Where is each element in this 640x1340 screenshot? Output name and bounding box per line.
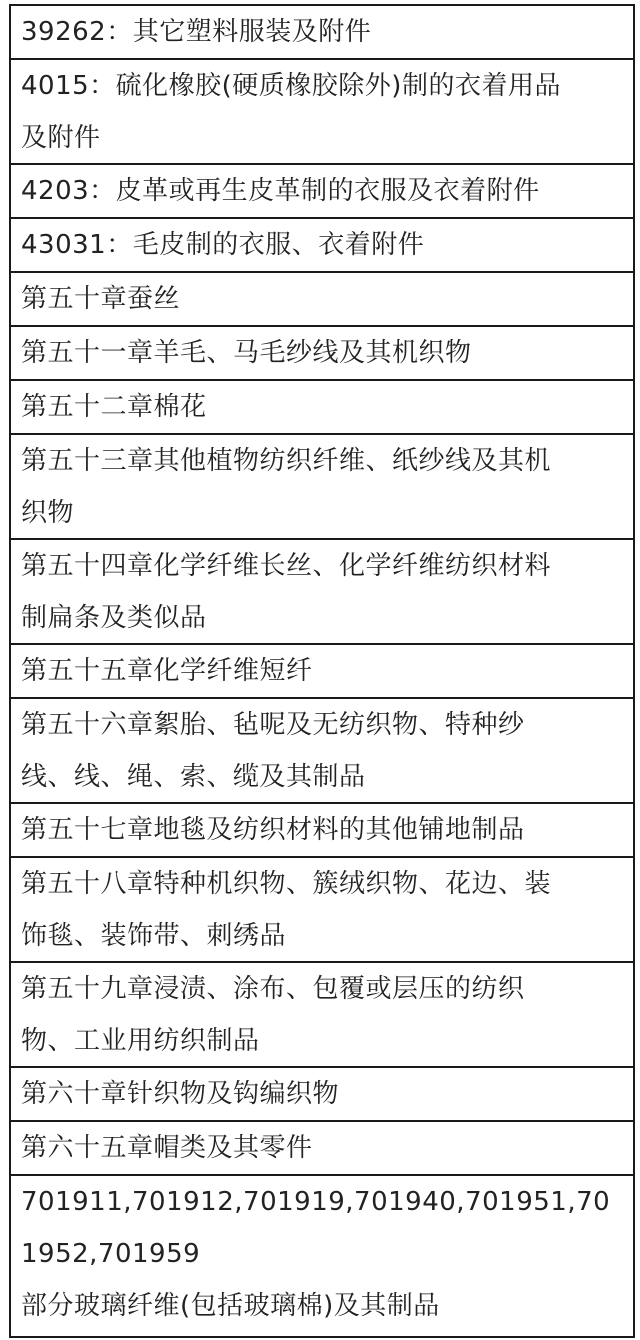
table-row <box>11 858 633 963</box>
row-text: 第五十章蚕丝 <box>21 284 181 314</box>
row-text: 1952,701959 <box>21 1239 201 1269</box>
row-text: 部分玻璃纤维(包括玻璃棉)及其制品 <box>21 1291 440 1321</box>
row-text: 第五十二章棉花 <box>21 392 207 422</box>
table-row <box>11 699 633 804</box>
row-text: 第五十九章浸渍、涂布、包覆或层压的纺织 <box>21 974 525 1004</box>
row-text: 第六十章针织物及钩编织物 <box>21 1079 340 1109</box>
row-text: 4203：皮革或再生皮革制的衣服及衣着附件 <box>21 176 540 206</box>
row-text: 第五十八章特种机织物、簇绒织物、花边、装 <box>21 869 552 899</box>
row-text: 第五十三章其他植物纺织纤维、纸纱线及其机 <box>21 446 552 476</box>
row-text: 4015：硫化橡胶(硬质橡胶除外)制的衣着用品 <box>21 71 561 101</box>
table-row <box>11 540 633 645</box>
row-text: 及附件 <box>21 123 101 153</box>
row-text: 制扁条及类似品 <box>21 603 207 633</box>
row-text: 饰毯、装饰带、刺绣品 <box>21 921 287 951</box>
row-text: 第五十六章絮胎、毡呢及无纺织物、特种纱 <box>21 710 525 740</box>
table-row <box>11 435 633 540</box>
table-row <box>11 1176 633 1338</box>
table-row <box>11 963 633 1068</box>
row-text: 第六十五章帽类及其零件 <box>21 1133 313 1163</box>
table-row <box>11 6 633 60</box>
row-text: 织物 <box>21 498 75 528</box>
table-row <box>11 165 633 219</box>
row-text: 39262：其它塑料服装及附件 <box>21 17 372 47</box>
row-text: 第五十四章化学纤维长丝、化学纤维纺织材料 <box>21 551 552 581</box>
table-row <box>11 327 633 381</box>
table-row <box>11 804 633 858</box>
table-row <box>11 381 633 435</box>
table-row <box>11 60 633 165</box>
row-text: 线、线、绳、索、缆及其制品 <box>21 762 366 792</box>
table-row <box>11 1122 633 1176</box>
table-row <box>11 273 633 327</box>
row-text: 第五十七章地毯及纺织材料的其他铺地制品 <box>21 815 525 845</box>
table-row <box>11 219 633 273</box>
row-text: 701911,701912,701919,701940,701951,70 <box>21 1187 611 1217</box>
row-text: 第五十一章羊毛、马毛纱线及其机织物 <box>21 338 472 368</box>
row-text: 第五十五章化学纤维短纤 <box>21 656 313 686</box>
table-row <box>11 645 633 699</box>
row-text: 43031：毛皮制的衣服、衣着附件 <box>21 230 425 260</box>
table-row <box>11 1068 633 1122</box>
row-text: 物、工业用纺织制品 <box>21 1026 260 1056</box>
product-list-table <box>9 4 635 1338</box>
